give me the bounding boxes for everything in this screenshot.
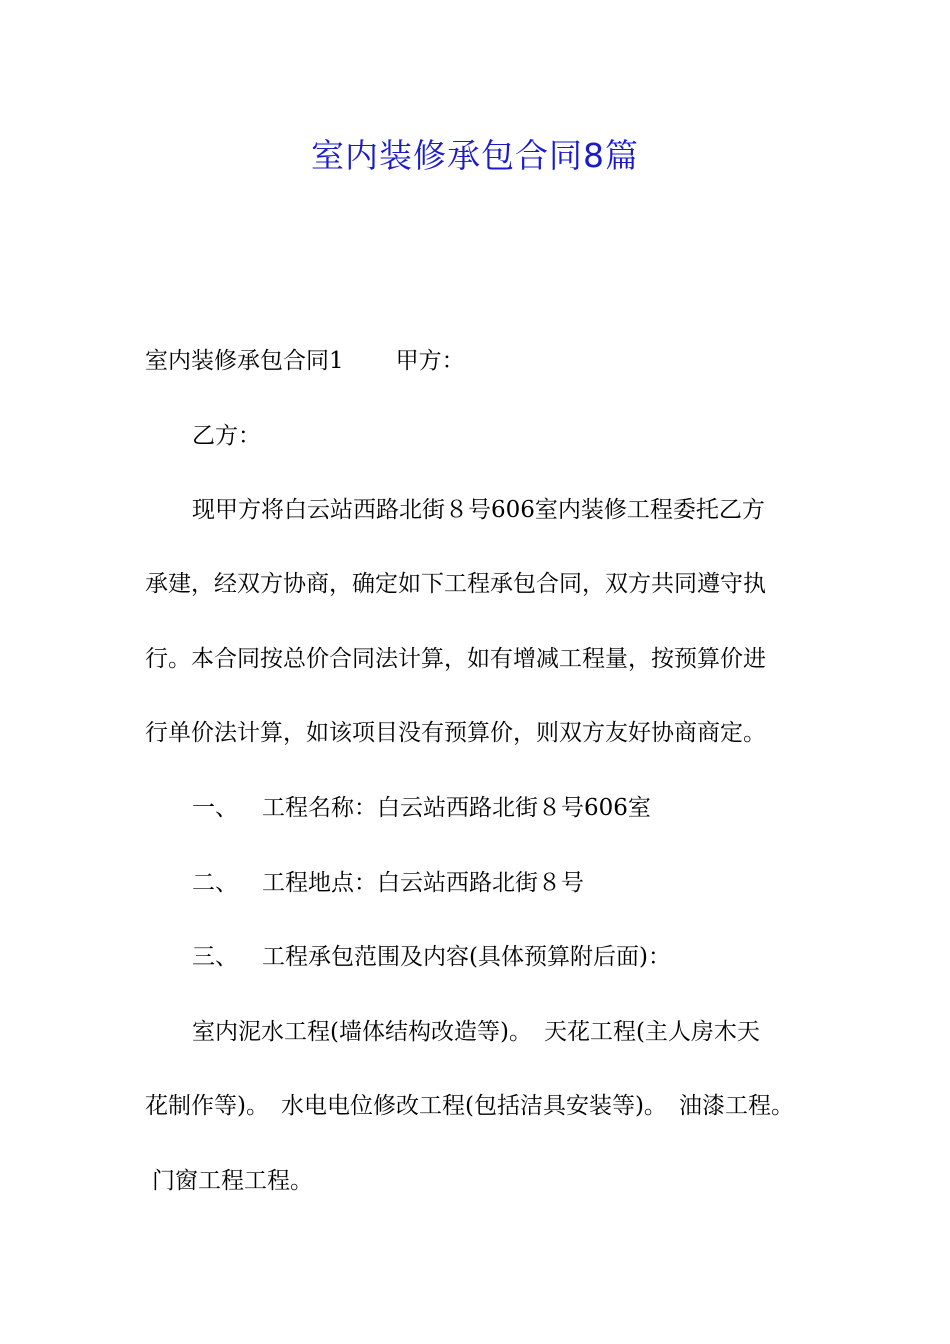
party-a-label: 甲方：: [395, 348, 465, 374]
scope-masonry: 室内泥水工程(墙体结构改造等)。: [192, 1019, 532, 1045]
scope-ceiling-cont: 花制作等)。: [145, 1093, 269, 1119]
item-text: 工程地点：白云站西路北街８号: [262, 870, 584, 896]
intro-line-4: 行单价法计算，如该项目没有预算价，则双方友好协商商定。: [145, 720, 766, 746]
intro-line-1: 现甲方将白云站西路北街８号606室内装修工程委托乙方: [192, 497, 765, 523]
contract-header-line: [145, 346, 835, 376]
item-project-location: [145, 868, 882, 898]
item-number: 一、: [192, 795, 238, 821]
scope-ceiling: 天花工程(主人房木天: [543, 1019, 760, 1045]
scope-plumbing-electric: 水电电位修改工程(包括洁具安装等)。: [280, 1093, 667, 1119]
document-title: 室内装修承包合同8篇: [311, 136, 639, 175]
party-b-label: 乙方：: [192, 423, 261, 449]
item-number: 二、: [192, 870, 238, 896]
intro-line-3: 行。本合同按总价合同法计算，如有增减工程量，按预算价进: [145, 646, 766, 672]
contract-subtitle: 室内装修承包合同1: [145, 348, 344, 374]
item-project-scope: [145, 942, 882, 972]
item-text: 工程承包范围及内容(具体预算附后面)：: [262, 944, 671, 970]
intro-line-2: 承建，经双方协商，确定如下工程承包合同，双方共同遵守执: [145, 571, 766, 597]
item-project-name: [145, 793, 882, 823]
scope-painting: 油漆工程。: [678, 1093, 794, 1119]
item-text: 工程名称：白云站西路北街８号606室: [262, 795, 651, 821]
scope-line-3: 门窗工程工程。: [152, 1168, 313, 1194]
scope-line-1: [145, 1017, 882, 1047]
item-number: 三、: [192, 944, 238, 970]
scope-line-2: [145, 1091, 835, 1121]
